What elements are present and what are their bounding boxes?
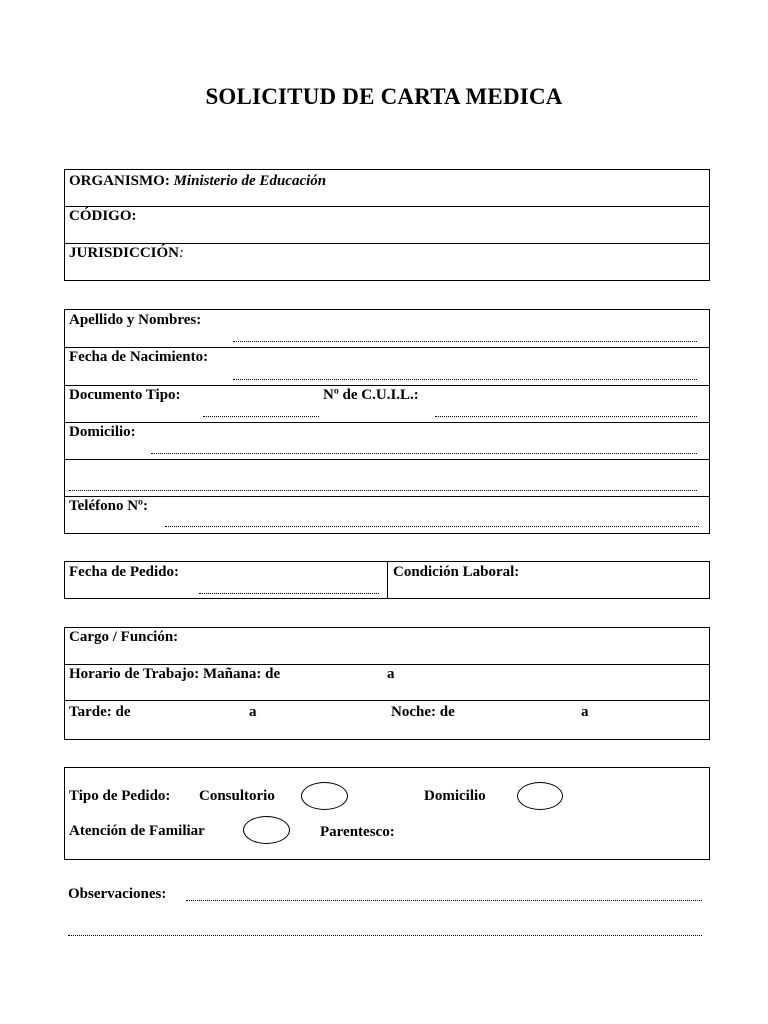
- jurisdiccion-colon: :: [179, 245, 185, 261]
- codigo-label[interactable]: CÓDIGO:: [69, 208, 137, 224]
- domicilio-input[interactable]: [151, 453, 697, 454]
- row-divider: [65, 243, 709, 244]
- tipo-pedido-label: Tipo de Pedido:: [69, 788, 171, 804]
- domicilio-option[interactable]: [517, 782, 563, 810]
- noche-desde-field[interactable]: Noche: de: [391, 704, 455, 720]
- organismo-label: ORGANISMO:: [69, 173, 170, 189]
- column-divider: [387, 562, 388, 598]
- tarde-desde-field[interactable]: Tarde: de: [69, 704, 131, 720]
- telefono-label: Teléfono Nº:: [69, 498, 148, 514]
- personal-box: [64, 309, 710, 534]
- pedido-box: [64, 561, 710, 599]
- documento-label: Documento Tipo:: [69, 387, 181, 403]
- row-divider: [65, 459, 709, 460]
- manana-hasta-field[interactable]: a: [387, 666, 395, 682]
- consultorio-label: Consultorio: [199, 788, 275, 804]
- cuil-label: Nº de C.U.I.L.:: [323, 387, 419, 403]
- row-divider: [65, 347, 709, 348]
- nacimiento-input[interactable]: [233, 379, 697, 380]
- observaciones-input[interactable]: [186, 900, 702, 901]
- nacimiento-label: Fecha de Nacimiento:: [69, 349, 209, 365]
- fecha-pedido-input[interactable]: [199, 593, 379, 594]
- domicilio-option-label: Domicilio: [424, 788, 486, 804]
- row-divider: [65, 700, 709, 701]
- row-divider: [65, 385, 709, 386]
- row-divider: [65, 422, 709, 423]
- condicion-laboral-field[interactable]: Condición Laboral:: [393, 564, 520, 580]
- noche-hasta-field[interactable]: a: [581, 704, 589, 720]
- cuil-input[interactable]: [435, 416, 697, 417]
- documento-input[interactable]: [203, 416, 319, 417]
- domicilio-label: Domicilio:: [69, 424, 136, 440]
- parentesco-field[interactable]: Parentesco:: [320, 824, 395, 840]
- tipo-pedido-box: [64, 767, 710, 860]
- observaciones-label: Observaciones:: [68, 886, 167, 902]
- domicilio-input-line2[interactable]: [69, 490, 697, 491]
- jurisdiccion-field[interactable]: [69, 245, 184, 262]
- familiar-option[interactable]: [243, 816, 290, 844]
- fecha-pedido-label: Fecha de Pedido:: [69, 564, 179, 580]
- familiar-label: Atención de Familiar: [69, 823, 205, 839]
- cargo-field[interactable]: Cargo / Función:: [69, 629, 179, 645]
- apellido-input[interactable]: [233, 341, 697, 342]
- tarde-hasta-field[interactable]: a: [249, 704, 257, 720]
- apellido-label: Apellido y Nombres:: [69, 312, 202, 328]
- organismo-value: Ministerio de Educación: [173, 173, 327, 189]
- observaciones-input-line2[interactable]: [68, 935, 702, 936]
- row-divider: [65, 206, 709, 207]
- trabajo-box: [64, 627, 710, 740]
- form-title: SOLICITUD DE CARTA MEDICA: [205, 84, 563, 109]
- telefono-input[interactable]: [165, 526, 699, 527]
- manana-desde-field[interactable]: Horario de Trabajo: Mañana: de: [69, 666, 281, 682]
- row-divider: [65, 664, 709, 665]
- organismo-field[interactable]: [69, 173, 326, 190]
- jurisdiccion-label: JURISDICCIÓN: [69, 245, 180, 261]
- row-divider: [65, 496, 709, 497]
- organismo-box: [64, 169, 710, 281]
- consultorio-option[interactable]: [301, 782, 348, 810]
